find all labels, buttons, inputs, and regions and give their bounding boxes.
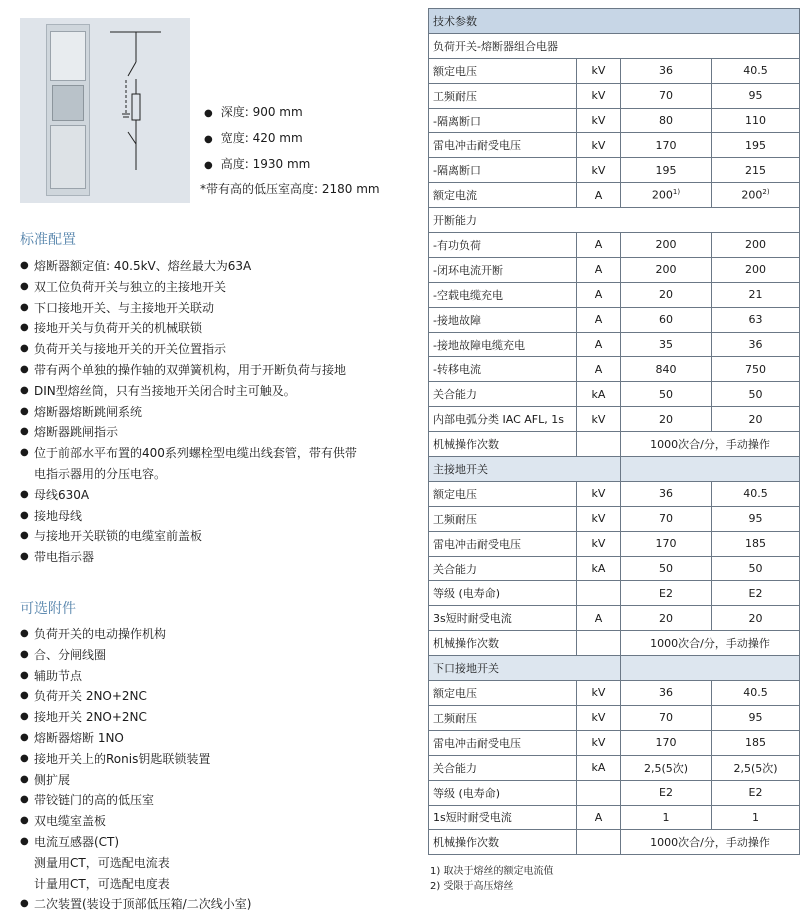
param-unit: A [577,332,621,357]
standard-config-item: ● 带电指示器 [20,547,390,568]
param-value-40kv: 20 [748,611,763,625]
param-value-40kv: 215 [745,163,766,177]
optional-accessory-item: ● 电流互感器(CT) [20,832,390,853]
param-unit: A [577,805,621,830]
param-label: 雷电冲击耐受电压 [429,531,577,556]
param-label: 3s短时耐受电流 [429,606,577,631]
param-unit: kV [577,108,621,133]
param-value: 1000次合/分，手动操作 [621,432,800,457]
param-unit: kV [577,506,621,531]
param-value-40kv: E2 [748,586,763,600]
table-section-row [429,33,800,58]
standard-config-item: ● 位于前部水平布置的400系列螺栓型电缆出线套管，带有供带 [20,443,390,464]
spec-note: *带有高的低压室高度: 2180 mm [200,182,380,196]
section-label: 负荷开关-熔断器组合电器 [429,33,800,58]
param-value-36kv: 195 [655,163,677,177]
param-value-36kv: 1 [662,810,670,824]
param-label: 雷电冲击耐受电压 [429,730,577,755]
param-label: 等级 (电寿命) [429,780,577,805]
section-label: 下口接地开关 [429,656,621,681]
param-value-36kv: 20 [659,611,673,625]
param-value-40kv: 40.5 [743,64,768,78]
param-unit [577,581,621,606]
table-title-row [429,9,800,34]
table-row [429,83,800,108]
param-unit: kV [577,83,621,108]
param-value-40kv: 95 [748,89,763,103]
param-value-40kv: 50 [748,387,763,401]
section-label: 开断能力 [429,208,800,233]
param-label: 机械操作次数 [429,830,577,855]
param-value-36kv: 170 [655,138,677,152]
table-row [429,332,800,357]
param-value-36kv: 80 [659,114,673,127]
table-row [429,805,800,830]
param-label: 工频耐压 [429,83,577,108]
param-value-36kv: 50 [659,562,673,576]
param-value-40kv: 2,5(5次) [733,761,778,775]
table-section-row [429,208,800,233]
param-label: 额定电流 [429,183,577,208]
table-row [429,481,800,506]
param-value-36kv: 35 [659,338,673,352]
table-row [429,58,800,83]
table-row [429,407,800,432]
table-row [429,705,800,730]
cabinet-body [46,24,90,196]
optional-accessory-item: ● 辅助节点 [20,666,390,687]
param-label: -隔离断口 [429,108,577,133]
optional-accessory-item: ● 二次装置(装设于顶部低压箱/二次线小室) [20,894,390,915]
param-label: 关合能力 [429,382,577,407]
table-row [429,158,800,183]
param-value-36kv: 170 [655,736,677,750]
param-value-40kv: 95 [748,711,763,725]
param-value-36kv: 200 [655,263,677,277]
param-value-40kv: 200 [745,263,766,277]
table-row [429,432,800,457]
param-unit: A [577,307,621,332]
param-value-36kv: 60 [659,313,673,327]
param-value-36kv: 70 [659,89,673,103]
param-unit: kA [577,556,621,581]
optional-accessory-item: ● 熔断器熔断 1NO [20,728,390,749]
param-value-40kv: 110 [745,114,766,127]
param-unit: kV [577,158,621,183]
optional-accessory-item: ● 负荷开关的电动操作机构 [20,624,390,645]
standard-config-item: ● DIN型熔丝筒，只有当接地开关闭合时主可触及。 [20,381,390,402]
param-value-36kv: 70 [659,512,673,526]
table-row [429,233,800,258]
spec-height: ● 高度: 1930 mm [204,152,310,178]
param-label: 关合能力 [429,556,577,581]
param-unit: A [577,282,621,307]
footnote-mark: 2) [762,188,770,197]
param-unit: A [577,183,621,208]
param-label: -隔离断口 [429,158,577,183]
standard-config-item: ● 带有两个单独的操作轴的双弹簧机构，用于开断负荷与接地 [20,360,390,381]
technical-parameters-table [428,8,800,855]
table-row [429,183,800,208]
section-label: 主接地开关 [429,457,621,482]
param-value-40kv: 40.5 [743,487,768,501]
standard-config-item: 电指示器用的分压电容。 [34,466,167,481]
spec-width: ● 宽度: 420 mm [204,126,310,152]
param-label: -有功负荷 [429,233,577,258]
optional-accessory-item: ● 合、分闸线圈 [20,645,390,666]
param-value: 1000次合/分，手动操作 [621,631,800,656]
param-value-40kv: 200 [741,189,763,202]
param-label: 额定电压 [429,481,577,506]
param-label: 机械操作次数 [429,432,577,457]
param-value-40kv: 195 [745,138,766,152]
standard-config-item: ● 接地开关与负荷开关的机械联锁 [20,318,390,339]
param-value-36kv: E2 [659,786,673,800]
optional-accessory-item: ● 双电缆室盖板 [20,811,390,832]
optional-accessory-item: 测量用CT，可选配电流表 [34,855,170,870]
table-row [429,730,800,755]
switchgear-cabinet-photo [20,18,190,203]
standard-config-list [20,256,390,568]
param-value-40kv: 21 [748,288,763,302]
param-unit: kV [577,730,621,755]
param-label: 额定电压 [429,681,577,706]
footnotes [430,864,553,894]
table-row [429,631,800,656]
param-value-40kv: 36 [748,338,763,352]
param-value-40kv: 40.5 [743,686,768,700]
standard-config-item: ● 接地母线 [20,506,390,527]
table-row [429,382,800,407]
param-label: -空载电缆充电 [429,282,577,307]
param-value-36kv: 20 [659,412,673,426]
table-row [429,531,800,556]
table-row [429,606,800,631]
param-unit: kA [577,382,621,407]
footnote-1: 1) 取决于熔丝的额定电流值 [430,866,554,877]
table-row [429,282,800,307]
param-label: -闭环电流开断 [429,257,577,282]
param-label: 关合能力 [429,755,577,780]
param-unit: kV [577,58,621,83]
dimension-specs [204,100,310,178]
param-value-40kv: 750 [745,362,766,376]
standard-config-item: ● 下口接地开关、与主接地开关联动 [20,298,390,319]
optional-accessory-item: ● 侧扩展 [20,770,390,791]
param-unit: A [577,233,621,258]
param-value-40kv: 20 [748,412,763,426]
param-value-40kv: 63 [748,313,763,327]
param-unit: kV [577,705,621,730]
table-section-row [429,457,800,482]
footnote-mark: 1) [672,188,681,197]
param-unit: kV [577,481,621,506]
param-value-40kv: 95 [748,512,763,526]
table-row [429,307,800,332]
param-unit: kV [577,407,621,432]
param-value-36kv: 70 [659,711,673,725]
standard-config-item: ● 母线630A [20,485,390,506]
param-label: 工频耐压 [429,506,577,531]
param-value-36kv: 200 [655,238,677,252]
param-unit: kV [577,681,621,706]
param-label: 等级 (电寿命) [429,581,577,606]
param-value-36kv: 20 [659,288,673,302]
param-value-36kv: 170 [655,537,677,551]
optional-accessory-item: 计量用CT，可选配电度表 [34,876,170,891]
param-label: 1s短时耐受电流 [429,805,577,830]
footnote-2: 2) 受限于高压熔丝 [430,881,514,892]
param-unit: A [577,257,621,282]
table-title: 技术参数 [429,9,800,34]
single-line-diagram-icon [108,24,163,174]
param-unit: kA [577,755,621,780]
param-label: 内部电弧分类 IAC AFL, 1s [429,407,577,432]
optional-accessory-item: ● 接地开关 2NO+2NC [20,707,390,728]
param-value-40kv: 200 [745,238,766,252]
param-unit: A [577,357,621,382]
optional-accessories-list [20,624,390,915]
param-value-36kv: 36 [659,64,673,78]
param-value-40kv: E2 [748,786,763,800]
spec-depth: ● 深度: 900 mm [204,100,310,126]
table-row [429,357,800,382]
optional-accessory-item: ● 带铰链门的高的低压室 [20,790,390,811]
param-value-36kv: 2,5(5次) [643,761,689,775]
param-value-36kv: 50 [659,387,673,401]
table-row [429,506,800,531]
param-value-40kv: 185 [745,537,766,551]
table-row [429,257,800,282]
table-row [429,755,800,780]
standard-config-item: ● 与接地开关联锁的电缆室前盖板 [20,526,390,547]
standard-config-title: 标准配置 [20,232,76,248]
table-row [429,780,800,805]
param-value-36kv: 36 [659,487,673,501]
standard-config-item: ● 负荷开关与接地开关的开关位置指示 [20,339,390,360]
table-row [429,830,800,855]
standard-config-item: ● 熔断器跳闸指示 [20,422,390,443]
param-value-36kv: 36 [659,686,673,700]
param-value-40kv: 1 [752,810,759,824]
standard-config-item: ● 熔断器熔断跳闸系统 [20,402,390,423]
table-row [429,581,800,606]
param-unit [577,780,621,805]
optional-accessory-item: ● 接地开关上的Ronis钥匙联锁装置 [20,749,390,770]
optional-accessory-item: ● 负荷开关 2NO+2NC [20,686,390,707]
optional-accessories-title: 可选附件 [20,601,76,617]
standard-config-item: ● 熔断器额定值: 40.5kV、熔丝最大为63A [20,256,390,277]
table-row [429,681,800,706]
table-row [429,108,800,133]
param-label: -接地故障电缆充电 [429,332,577,357]
param-value-36kv: 840 [655,362,677,376]
param-value-40kv: 185 [745,736,766,750]
param-label: -转移电流 [429,357,577,382]
param-label: 雷电冲击耐受电压 [429,133,577,158]
table-row [429,556,800,581]
param-label: -接地故障 [429,307,577,332]
param-label: 额定电压 [429,58,577,83]
table-section-row [429,656,800,681]
param-unit: kV [577,531,621,556]
param-label: 工频耐压 [429,705,577,730]
param-label: 机械操作次数 [429,631,577,656]
param-value-40kv: 50 [748,562,763,576]
param-value-36kv: E2 [659,586,673,600]
param-unit: A [577,606,621,631]
param-unit: kV [577,133,621,158]
table-row [429,133,800,158]
standard-config-item: ● 双工位负荷开关与独立的主接地开关 [20,277,390,298]
param-value-36kv: 200 [651,189,673,202]
param-value: 1000次合/分，手动操作 [621,830,800,855]
